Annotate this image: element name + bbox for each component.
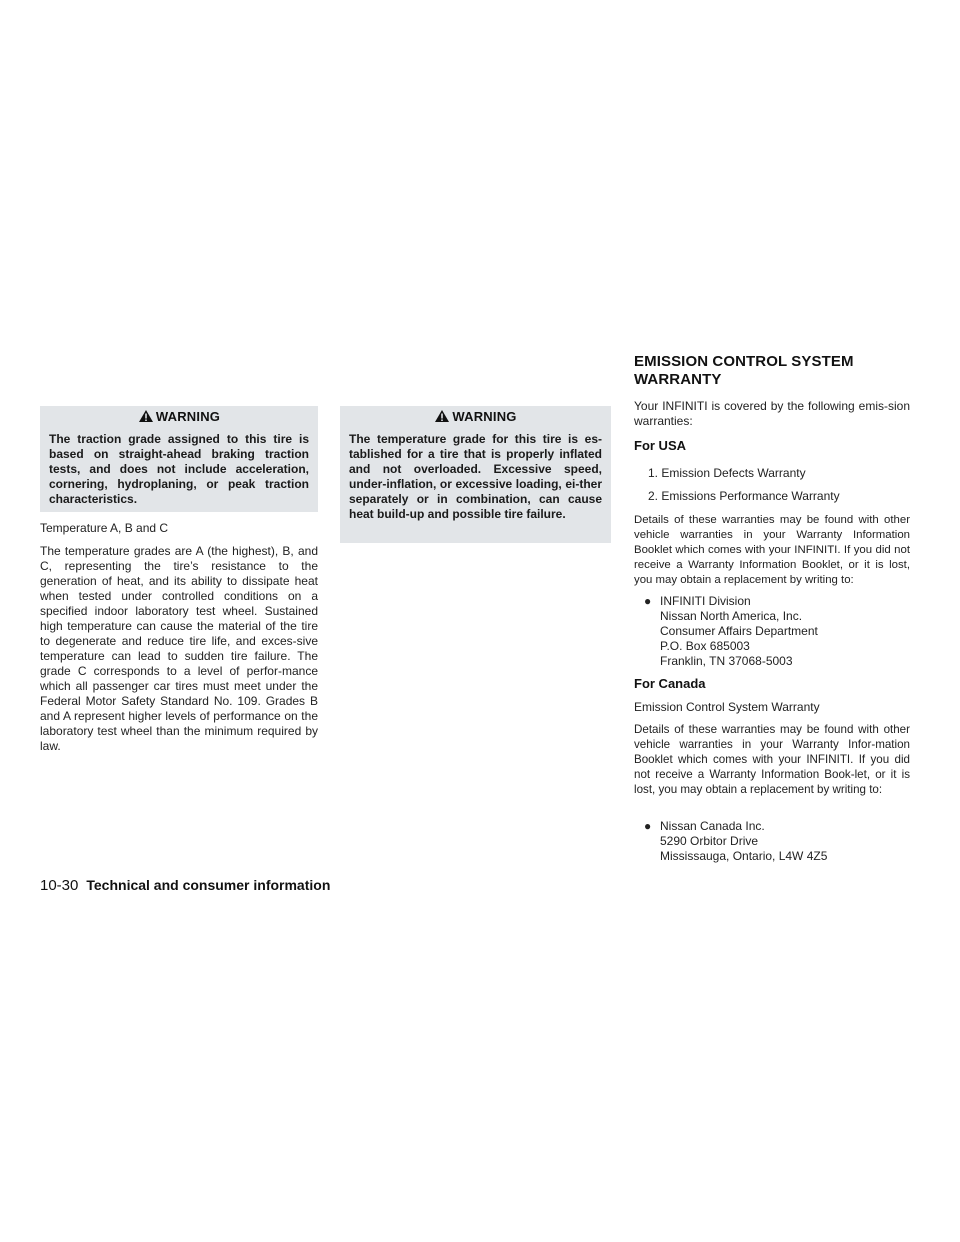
warning-triangle-icon bbox=[138, 409, 154, 423]
warning-text: The traction grade assigned to this tire is based on straight-ahead braking traction tests, and does not include acceleration, cornering, hydroplaning, or peak traction characteristics. bbox=[49, 432, 309, 506]
canada-warranty: Emission Control System Warranty bbox=[634, 700, 820, 714]
warning-text: The temperature grade for this tire is es-tablished for a tire that is properly inflated and not overloaded. Excessive speed, under-inflation, or excessive loading, ei-ther separately or in combination, can cause heat build-up and possible tire failure. bbox=[349, 432, 602, 521]
page-number: 10-30 bbox=[40, 877, 79, 894]
section-title bbox=[634, 353, 924, 389]
usa-address-line: INFINITI Division bbox=[660, 594, 751, 608]
warning-box-traction bbox=[40, 406, 318, 512]
usa-address bbox=[644, 594, 910, 669]
temperature-body: The temperature grades are A (the highest), B, and C, representing the tire’s resistance to the generation of heat, and its ability to dissipate heat when tested under controlled conditions on a specified indoor laboratory test wheel. Sustained high temperature can cause the material of the tire to degenerate and reduce tire life, and exces-sive temperature can lead to sudden tire failure. The grade C corresponds to a level of perfor-mance which all passenger car tires must meet under the Federal Motor Safety Standard No. 109. Grades B and A represent higher levels of performance on the laboratory test wheel than the minimum required by law. bbox=[40, 544, 318, 753]
warning-label: WARNING bbox=[452, 408, 517, 424]
usa-heading: For USA bbox=[634, 438, 686, 453]
section-title-line1: EMISSION CONTROL SYSTEM bbox=[634, 353, 854, 370]
warning-label: WARNING bbox=[155, 408, 221, 424]
usa-address-line: Franklin, TN 37068-5003 bbox=[660, 654, 793, 668]
usa-details: Details of these warranties may be found with other vehicle warranties in your Warranty Information Booklet which comes with your INFINITI. If you did not receive a Warranty Information Booklet, or it is lost, you may obtain a replacement by writing to: bbox=[634, 514, 910, 586]
warning-box-temperature bbox=[340, 406, 611, 543]
canada-address-line: Mississauga, Ontario, L4W 4Z5 bbox=[660, 849, 828, 863]
canada-address-line: Nissan Canada Inc. bbox=[660, 819, 765, 833]
usa-item-1: 1. Emission Defects Warranty bbox=[648, 466, 806, 480]
bullet-icon: ● bbox=[644, 819, 652, 833]
usa-address-line: P.O. Box 685003 bbox=[660, 639, 750, 653]
emission-intro: Your INFINITI is covered by the following emis-sion warranties: bbox=[634, 399, 910, 428]
bullet-icon: ● bbox=[644, 594, 652, 608]
section-title-line2: WARRANTY bbox=[634, 371, 722, 388]
canada-details: Details of these warranties may be found with other vehicle warranties in your Warranty Infor-mation Booklet which comes with your INFINITI. If you did not receive a Warranty Information Book-let, or it is lost, you may obtain a replacement by writing to: bbox=[634, 723, 910, 796]
usa-address-line: Nissan North America, Inc. bbox=[660, 609, 803, 623]
canada-address-line: 5290 Orbitor Drive bbox=[660, 834, 759, 848]
footer-section-name: Technical and consumer information bbox=[86, 877, 331, 893]
usa-item-2: 2. Emissions Performance Warranty bbox=[648, 489, 840, 503]
temperature-heading: Temperature A, B and C bbox=[40, 521, 169, 535]
page-footer bbox=[40, 877, 330, 894]
canada-heading: For Canada bbox=[634, 676, 706, 691]
warning-heading bbox=[349, 406, 602, 426]
canada-address bbox=[644, 819, 910, 864]
usa-address-line: Consumer Affairs Department bbox=[660, 624, 818, 638]
warning-heading bbox=[49, 406, 309, 426]
warning-triangle-icon bbox=[434, 409, 450, 423]
